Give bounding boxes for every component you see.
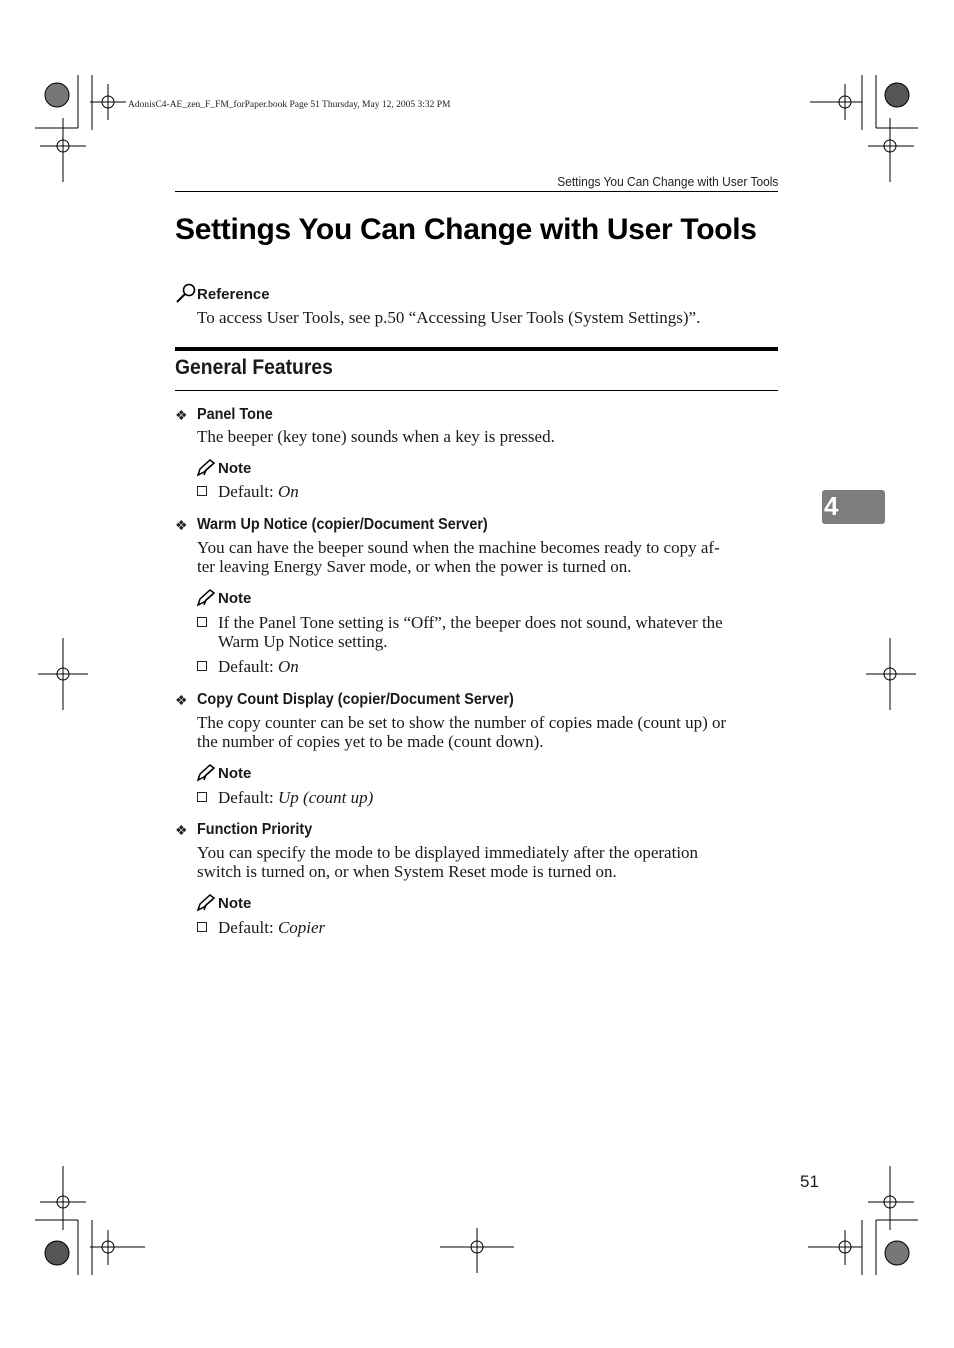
default-value: On xyxy=(277,482,299,501)
pencil-note-icon xyxy=(196,894,216,912)
page-title: Settings You Can Change with User Tools xyxy=(175,213,757,246)
note-label: Note xyxy=(218,895,252,912)
note-bullet xyxy=(218,788,778,807)
pencil-note-icon xyxy=(196,459,216,477)
bullet-text: Default: xyxy=(218,788,278,807)
book-info: AdonisC4-AE_zen_F_FM_forPaper.book Page 51 Thursday, May 12, 2005 3:32 PM xyxy=(128,100,451,110)
description-line: You can have the beeper sound when the machine becomes ready to copy af- xyxy=(197,538,720,557)
checkbox-square-icon xyxy=(197,792,207,802)
feature-description xyxy=(197,713,779,751)
page-number: 51 xyxy=(800,1172,819,1191)
note-bullet xyxy=(218,613,778,651)
bullet-text: Default: xyxy=(218,657,278,676)
description-line: You can specify the mode to be displayed immediately after the operation xyxy=(197,843,699,862)
description-line: ter leaving Energy Saver mode, or when the power is turned on. xyxy=(197,557,632,576)
section-rule-bottom xyxy=(175,390,778,391)
default-value: Up (count up) xyxy=(277,788,374,807)
feature-description xyxy=(197,538,779,576)
bullet-line: If the Panel Tone setting is “Off”, the beeper does not sound, whatever the xyxy=(218,613,723,632)
feature-title: Copy Count Display (copier/Document Server) xyxy=(197,691,514,708)
bullet-line: Warm Up Notice setting. xyxy=(218,632,388,651)
checkbox-square-icon xyxy=(197,922,207,932)
feature-title: Panel Tone xyxy=(197,406,273,423)
reference-label: Reference xyxy=(197,286,270,303)
description-line: the number of copies yet to be made (count down). xyxy=(197,732,544,751)
header-rule xyxy=(175,191,778,192)
diamond-cross-icon: ❖ xyxy=(175,692,188,708)
feature-title: Warm Up Notice (copier/Document Server) xyxy=(197,516,488,533)
note-label: Note xyxy=(218,765,252,782)
checkbox-square-icon xyxy=(197,486,207,496)
diamond-cross-icon: ❖ xyxy=(175,822,188,838)
magnifier-icon xyxy=(175,282,197,304)
feature-description xyxy=(197,427,779,446)
pencil-note-icon xyxy=(196,764,216,782)
default-value: Copier xyxy=(277,918,326,937)
bullet-text: Default: xyxy=(218,918,278,937)
running-header: Settings You Can Change with User Tools xyxy=(556,174,778,189)
diamond-cross-icon: ❖ xyxy=(175,407,188,423)
description-line: switch is turned on, or when System Reset mode is turned on. xyxy=(197,862,617,881)
default-value: On xyxy=(277,657,299,676)
section-rule-top xyxy=(175,347,778,351)
checkbox-square-icon xyxy=(197,661,207,671)
diamond-cross-icon: ❖ xyxy=(175,517,188,533)
bullet-text: Default: xyxy=(218,482,278,501)
reference-text: To access User Tools, see p.50 “Accessing User Tools (System Settings)”. xyxy=(197,308,701,327)
note-bullet xyxy=(218,482,778,501)
note-label: Note xyxy=(218,460,252,477)
note-bullet xyxy=(218,657,778,676)
pencil-note-icon xyxy=(196,589,216,607)
feature-description xyxy=(197,843,779,881)
note-label: Note xyxy=(218,590,252,607)
feature-title: Function Priority xyxy=(197,821,313,838)
description-line: The copy counter can be set to show the number of copies made (count up) or xyxy=(197,713,727,732)
note-bullet xyxy=(218,918,778,937)
checkbox-square-icon xyxy=(197,617,207,627)
description-line: The beeper (key tone) sounds when a key is pressed. xyxy=(197,427,555,446)
section-title: General Features xyxy=(175,356,333,379)
chapter-number: 4 xyxy=(824,491,839,521)
